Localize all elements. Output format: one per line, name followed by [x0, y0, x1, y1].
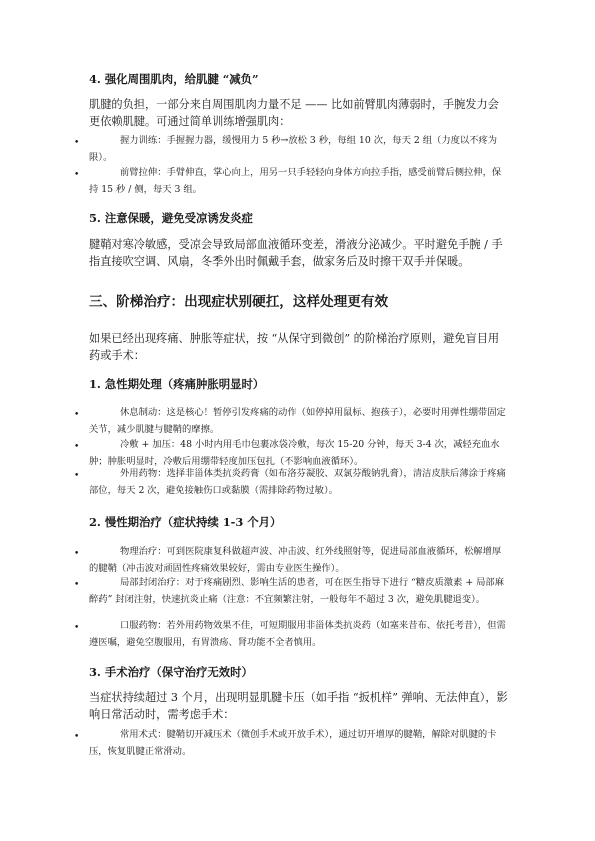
list-item: 外用药物：选择非甾体类抗炎药膏（如布洛芬凝胶、双氯芬酸钠乳膏），清洁皮肤后薄涂于疼痛部位，每天 2 次，避免接触伤口或黏膜（需排除药物过敏）。	[89, 468, 506, 496]
section-4-heading: 4. 强化周围肌肉，给肌腱 “减负”	[89, 72, 259, 86]
treatment-2-heading: 2. 慢性期治疗（症状持续 1-3 个月）	[89, 515, 282, 529]
treatment-3-paragraph: 当症状持续超过 3 个月，出现明显肌腱卡压（如手指 “扳机样” 弹响、无法伸直），影响日常活动时，需考虑手术：	[89, 691, 508, 721]
bullet-marker: •	[74, 623, 80, 633]
treatment-3-heading: 3. 手术治疗（保守治疗无效时）	[89, 665, 253, 679]
bullet-marker: •	[74, 732, 80, 742]
list-item: 前臂拉伸：手臂伸直，掌心向上，用另一只手轻轻向身体方向拉手指，感受前臂后侧拉伸，保持 15 秒 / 侧，每天 3 组。	[89, 167, 502, 195]
list-item: 握力训练：手握握力器，缓慢用力 5 秒→放松 3 秒，每组 10 次，每天 2 组（力度以不疼为限）。	[89, 135, 498, 163]
section-5-paragraph: 腱鞘对寒冷敏感，受凉会导致局部血液循环变差，滑液分泌减少。平时避免手腕 / 手指直接吹空调、风扇，冬季外出时佩戴手套，做家务后及时擦干双手并保暖。	[89, 238, 503, 268]
bullet-marker: •	[74, 549, 80, 559]
list-item: 局部封闭治疗：对于疼痛剧烈、影响生活的患者，可在医生指导下进行 “糖皮质激素 + 局部麻醉药” 封闭注射，快速抗炎止痛（注意：不宜频繁注射，一般每年不超过 3 次，避免肌腱退变）。	[89, 577, 504, 605]
bullet-marker: •	[74, 471, 80, 481]
list-item: 常用术式：腱鞘切开减压术（微创手术或开放手术），通过切开增厚的腱鞘，解除对肌腱的卡压，恢复肌腱正常滑动。	[89, 729, 497, 757]
treatment-1-heading: 1. 急性期处理（疼痛肿胀明显时）	[89, 377, 265, 391]
bullet-marker: •	[74, 442, 80, 452]
part-3-paragraph: 如果已经出现疼痛、肿胀等症状，按 “从保守到微创” 的阶梯治疗原则，避免盲目用药或手术：	[89, 332, 500, 362]
bullet-marker: •	[74, 138, 80, 148]
bullet-marker: •	[74, 170, 80, 180]
list-item: 休息制动：这是核心！暂停引发疼痛的动作（如停掉用鼠标、抱孩子），必要时用弹性绷带固定关节，减少肌腱与腱鞘的摩擦。	[89, 407, 506, 435]
section-5-heading: 5. 注意保暖，避免受凉诱发炎症	[89, 211, 253, 225]
list-item: 冷敷 + 加压：48 小时内用毛巾包裹冰袋冷敷，每次 15-20 分钟，每天 3-4 次，减轻充血水肿；肿胀明显时，冷敷后用绷带轻度加压包扎（不影响血液循环）。	[89, 439, 500, 467]
part-3-heading: 三、阶梯治疗：出现症状别硬扛，这样处理更有效	[89, 294, 389, 310]
bullet-marker: •	[74, 410, 80, 420]
list-item: 物理治疗：可到医院康复科做超声波、冲击波、红外线照射等，促进局部血液循环，松解增厚的腱鞘（冲击波对顽固性疼痛效果较好，需由专业医生操作）。	[89, 546, 502, 574]
bullet-marker: •	[74, 580, 80, 590]
list-item: 口服药物：若外用药物效果不佳，可短期服用非甾体类抗炎药（如塞来昔布、依托考昔），但需遵医嘱，避免空腹服用，有胃溃疡、肾功能不全者慎用。	[89, 620, 506, 648]
section-4-paragraph: 肌腱的负担，一部分来自周围肌肉力量不足 —— 比如前臂肌肉薄弱时，手腕发力会更依赖肌腱。可通过简单训练增强肌肉：	[89, 98, 499, 128]
